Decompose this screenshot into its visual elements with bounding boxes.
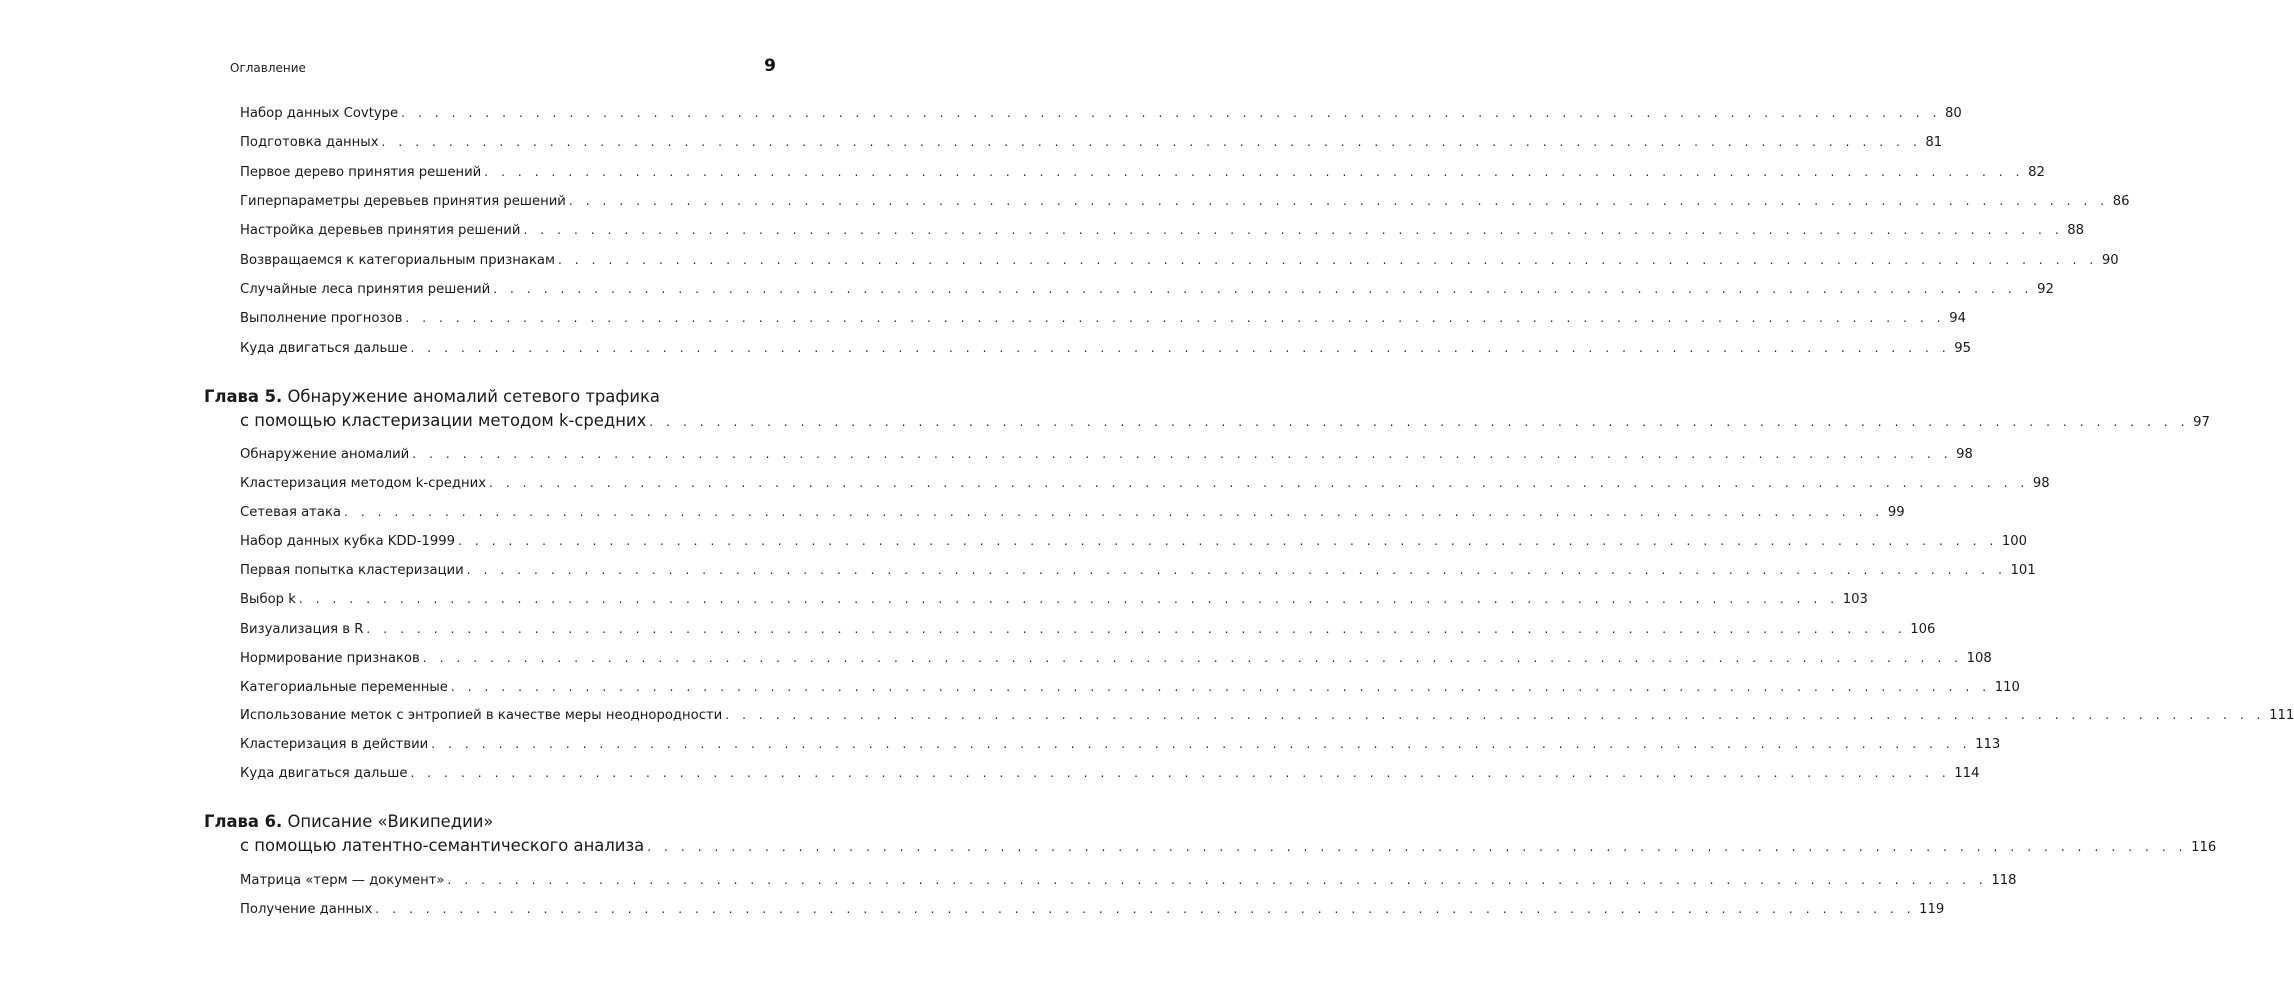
toc-entry-title: Выполнение прогнозов bbox=[240, 311, 403, 326]
dot-leader: . . . . . . . . . . . . . . . . . . . . . . . . . . . . . . . . . . . . . . . . . . . . . . . . . . . . . . . . . . . . . . . . . . . . . . . . . . . . . . . . . . . . . . . . . . . . bbox=[381, 135, 1922, 149]
dot-leader: . . . . . . . . . . . . . . . . . . . . . . . . . . . . . . . . . . . . . . . . . . . . . . . . . . . . . . . . . . . . . . . . . . . . . . . . . . . . . . . . . . . . . . . . . . . . bbox=[422, 651, 1963, 665]
toc-entry[interactable] bbox=[240, 279, 2054, 299]
dot-leader: . . . . . . . . . . . . . . . . . . . . . . . . . . . . . . . . . . . . . . . . . . . . . . . . . . . . . . . . . . . . . . . . . . . . . . . . . . . . . . . . . . . . . . . . . . . . bbox=[431, 737, 1972, 751]
toc-entry[interactable] bbox=[240, 250, 2119, 270]
dot-leader: . . . . . . . . . . . . . . . . . . . . . . . . . . . . . . . . . . . . . . . . . . . . . . . . . . . . . . . . . . . . . . . . . . . . . . . . . . . . . . . . . . . . . . . . . . . . bbox=[568, 194, 2109, 208]
toc-entry-page: 95 bbox=[1954, 341, 1972, 356]
toc-entry[interactable] bbox=[240, 308, 1966, 328]
toc-entry-page: 88 bbox=[2067, 223, 2085, 238]
toc-entry-title: Визуализация в R bbox=[240, 622, 364, 637]
toc-entry[interactable] bbox=[240, 444, 1973, 464]
toc-entry-title: Использование меток с энтропией в качестве меры неоднородности bbox=[240, 708, 723, 723]
toc-entry-page: 101 bbox=[2010, 563, 2036, 578]
chapter-5-heading-line2[interactable] bbox=[240, 410, 2210, 432]
dot-leader: . . . . . . . . . . . . . . . . . . . . . . . . . . . . . . . . . . . . . . . . . . . . . . . . . . . . . . . . . . . . . . . . . . . . . . . . . . . . . . . . . . . . . . . . . . . . bbox=[298, 592, 1839, 606]
dot-leader: . . . . . . . . . . . . . . . . . . . . . . . . . . . . . . . . . . . . . . . . . . . . . . . . . . . . . . . . . . . . . . . . . . . . . . . . . . . . . . . . . . . . . . . . . . . . bbox=[410, 766, 1951, 780]
dot-leader: . . . . . . . . . . . . . . . . . . . . . . . . . . . . . . . . . . . . . . . . . . . . . . . . . . . . . . . . . . . . . . . . . . . . . . . . . . . . . . . . . . . . . . . . . . . . bbox=[484, 165, 2025, 179]
dot-leader: . . . . . . . . . . . . . . . . . . . . . . . . . . . . . . . . . . . . . . . . . . . . . . . . . . . . . . . . . . . . . . . . . . . . . . . . . . . . . . . . . . . . . . . . . . . . bbox=[489, 476, 2029, 490]
toc-entry-title: Гиперпараметры деревьев принятия решений bbox=[240, 194, 566, 209]
toc-entry-page: 118 bbox=[1991, 873, 2017, 888]
toc-entry[interactable] bbox=[240, 502, 1905, 522]
toc-entry-title: Возвращаемся к категориальным признакам bbox=[240, 253, 555, 268]
chapter-6-heading-line2[interactable] bbox=[240, 835, 2217, 857]
toc-entry-title: Сетевая атака bbox=[240, 505, 341, 520]
toc-entry-title: Выбор k bbox=[240, 592, 296, 607]
toc-entry-page: 103 bbox=[1842, 592, 1868, 607]
dot-leader: . . . . . . . . . . . . . . . . . . . . . . . . . . . . . . . . . . . . . . . . . . . . . . . . . . . . . . . . . . . . . . . . . . . . . . . . . . . . . . . . . . . . . . . . . . . . bbox=[401, 106, 1941, 120]
dot-leader: . . . . . . . . . . . . . . . . . . . . . . . . . . . . . . . . . . . . . . . . . . . . . . . . . . . . . . . . . . . . . . . . . . . . . . . . . . . . . . . . . . . . . . . . . . . . bbox=[344, 505, 1884, 519]
toc-entry-title: Кластеризация в действии bbox=[240, 737, 429, 752]
toc-entry-title: Набор данных кубка KDD-1999 bbox=[240, 534, 456, 549]
toc-entry-page: 86 bbox=[2112, 194, 2130, 209]
dot-leader: . . . . . . . . . . . . . . . . . . . . . . . . . . . . . . . . . . . . . . . . . . . . . . . . . . . . . . . . . . . . . . . . . . . . . . . . . . . . . . . . . . . . . . . . . . . . bbox=[405, 311, 1946, 325]
dot-leader: . . . . . . . . . . . . . . . . . . . . . . . . . . . . . . . . . . . . . . . . . . . . . . . . . . . . . . . . . . . . . . . . . . . . . . . . . . . . . . . . . . . . . . . . . . . . bbox=[458, 534, 1998, 548]
toc-entry-page: 111 bbox=[2269, 708, 2294, 723]
toc-entry-page: 110 bbox=[1994, 680, 2020, 695]
chapter-5-title-line2: с помощью кластеризации методом k-средних bbox=[240, 411, 647, 430]
toc-entry[interactable] bbox=[240, 734, 2001, 754]
dot-leader: . . . . . . . . . . . . . . . . . . . . . . . . . . . . . . . . . . . . . . . . . . . . . . . . . . . . . . . . . . . . . . . . . . . . . . . . . . . . . . . . . . . . . . . . . . . . bbox=[412, 447, 1953, 461]
toc-entry-title: Получение данных bbox=[240, 902, 373, 917]
chapter-5-title-line1: Обнаружение аномалий сетевого трафика bbox=[287, 387, 660, 406]
toc-entry-page: 80 bbox=[1945, 106, 1962, 121]
toc-entry-title: Кластеризация методом k-средних bbox=[240, 476, 487, 491]
page-number: 9 bbox=[764, 56, 776, 76]
toc-entry[interactable] bbox=[240, 191, 2130, 211]
dot-leader: . . . . . . . . . . . . . . . . . . . . . . . . . . . . . . . . . . . . . . . . . . . . . . . . . . . . . . . . . . . . . . . . . . . . . . . . . . . . . . . . . . . . . . . . . . . . bbox=[725, 708, 2266, 722]
toc-entry-page: 114 bbox=[1954, 766, 1980, 781]
dot-leader: . . . . . . . . . . . . . . . . . . . . . . . . . . . . . . . . . . . . . . . . . . . . . . . . . . . . . . . . . . . . . . . . . . . . . . . . . . . . . . . . . . . . . . . . . . . . bbox=[450, 680, 1991, 694]
dot-leader: . . . . . . . . . . . . . . . . . . . . . . . . . . . . . . . . . . . . . . . . . . . . . . . . . . . . . . . . . . . . . . . . . . . . . . . . . . . . . . . . . . . . . . . . . . . . bbox=[493, 282, 2034, 296]
toc-entry-title: Подготовка данных bbox=[240, 135, 379, 150]
toc-entry-title: Обнаружение аномалий bbox=[240, 447, 410, 462]
dot-leader: . . . . . . . . . . . . . . . . . . . . . . . . . . . . . . . . . . . . . . . . . . . . . . . . . . . . . . . . . . . . . . . . . . . . . . . . . . . . . . . . . . . . . . . . . . . . bbox=[557, 253, 2098, 267]
dot-leader: . . . . . . . . . . . . . . . . . . . . . . . . . . . . . . . . . . . . . . . . . . . . . . . . . . . . . . . . . . . . . . . . . . . . . . . . . . . . . . . . . . . . . . . . . . . . bbox=[523, 223, 2064, 237]
toc-entry-title: Настройка деревьев принятия решений bbox=[240, 223, 521, 238]
dot-leader: . . . . . . . . . . . . . . . . . . . . . . . . . . . . . . . . . . . . . . . . . . . . . . . . . . . . . . . . . . . . . . . . . . . . . . . . . . . . . . . . . . . . . . . . . . . . bbox=[375, 902, 1916, 916]
chapter-5-label: Глава 5. bbox=[204, 387, 283, 406]
toc-entry-page: 113 bbox=[1975, 737, 2001, 752]
toc-entry-page: 92 bbox=[2037, 282, 2054, 297]
toc-entry[interactable] bbox=[240, 338, 1972, 358]
toc-entry-title: Первая попытка кластеризации bbox=[240, 563, 464, 578]
toc-entry[interactable] bbox=[240, 870, 2017, 890]
chapter-6-title-line2: с помощью латентно-семантического анализа bbox=[240, 836, 645, 855]
toc-entry-title: Категориальные переменные bbox=[240, 680, 448, 695]
chapter-6-page: 116 bbox=[2191, 840, 2217, 855]
dot-leader: . . . . . . . . . . . . . . . . . . . . . . . . . . . . . . . . . . . . . . . . . . . . . . . . . . . . . . . . . . . . . . . . . . . . . . . . . . . . . . . . . . . . . . . . . . . . bbox=[649, 415, 2190, 429]
dot-leader: . . . . . . . . . . . . . . . . . . . . . . . . . . . . . . . . . . . . . . . . . . . . . . . . . . . . . . . . . . . . . . . . . . . . . . . . . . . . . . . . . . . . . . . . . . . . bbox=[447, 873, 1988, 887]
chapter-6-label: Глава 6. bbox=[204, 812, 283, 831]
toc-entry[interactable] bbox=[240, 531, 2028, 551]
toc-entry[interactable] bbox=[240, 589, 1868, 609]
toc-entry[interactable] bbox=[240, 619, 1936, 639]
toc-entry-title: Куда двигаться дальше bbox=[240, 341, 408, 356]
toc-entry-title: Набор данных Covtype bbox=[240, 106, 399, 121]
toc-entry-page: 82 bbox=[2028, 165, 2045, 180]
chapter-5-heading[interactable] bbox=[204, 386, 776, 408]
toc-entry-page: 98 bbox=[2032, 476, 2050, 491]
toc-entry-page: 100 bbox=[2001, 534, 2028, 549]
chapter-6-heading[interactable] bbox=[204, 811, 776, 833]
dot-leader: . . . . . . . . . . . . . . . . . . . . . . . . . . . . . . . . . . . . . . . . . . . . . . . . . . . . . . . . . . . . . . . . . . . . . . . . . . . . . . . . . . . . . . . . . . . . bbox=[466, 563, 2007, 577]
toc-entry-page: 94 bbox=[1949, 311, 1966, 326]
toc-entry-page: 106 bbox=[1910, 622, 1936, 637]
toc-entry-page: 99 bbox=[1887, 505, 1905, 520]
toc-entry[interactable] bbox=[240, 705, 2294, 725]
dot-leader: . . . . . . . . . . . . . . . . . . . . . . . . . . . . . . . . . . . . . . . . . . . . . . . . . . . . . . . . . . . . . . . . . . . . . . . . . . . . . . . . . . . . . . . . . . . . bbox=[647, 840, 2188, 854]
chapter-5-page: 97 bbox=[2193, 415, 2210, 430]
toc-entry-title: Первое дерево принятия решений bbox=[240, 165, 482, 180]
toc-entry[interactable] bbox=[240, 220, 2085, 240]
toc-entry-page: 108 bbox=[1966, 651, 1992, 666]
toc-entry[interactable] bbox=[240, 132, 1943, 152]
toc-entry[interactable] bbox=[240, 763, 1980, 783]
toc-entry[interactable] bbox=[240, 560, 2036, 580]
toc-entry-title: Куда двигаться дальше bbox=[240, 766, 408, 781]
chapter-6-title-line1: Описание «Википедии» bbox=[287, 812, 494, 831]
toc-entry-page: 90 bbox=[2101, 253, 2119, 268]
toc-entry[interactable] bbox=[240, 899, 1945, 919]
toc-entry-title: Случайные леса принятия решений bbox=[240, 282, 491, 297]
running-head: Оглавление bbox=[230, 61, 306, 75]
toc-entry[interactable] bbox=[240, 162, 2045, 182]
toc-entry-title: Нормирование признаков bbox=[240, 651, 420, 666]
toc-entry-page: 81 bbox=[1925, 135, 1943, 150]
toc-entry[interactable] bbox=[240, 473, 2050, 493]
toc-entry-page: 98 bbox=[1956, 447, 1973, 462]
dot-leader: . . . . . . . . . . . . . . . . . . . . . . . . . . . . . . . . . . . . . . . . . . . . . . . . . . . . . . . . . . . . . . . . . . . . . . . . . . . . . . . . . . . . . . . . . . . . bbox=[366, 622, 1907, 636]
toc-entry[interactable] bbox=[240, 677, 2020, 697]
toc-entry[interactable] bbox=[240, 648, 1992, 668]
toc-entry[interactable] bbox=[240, 103, 1962, 123]
toc-entry-page: 119 bbox=[1919, 902, 1945, 917]
dot-leader: . . . . . . . . . . . . . . . . . . . . . . . . . . . . . . . . . . . . . . . . . . . . . . . . . . . . . . . . . . . . . . . . . . . . . . . . . . . . . . . . . . . . . . . . . . . . bbox=[410, 341, 1951, 355]
toc-entry-title: Матрица «терм — документ» bbox=[240, 873, 445, 888]
